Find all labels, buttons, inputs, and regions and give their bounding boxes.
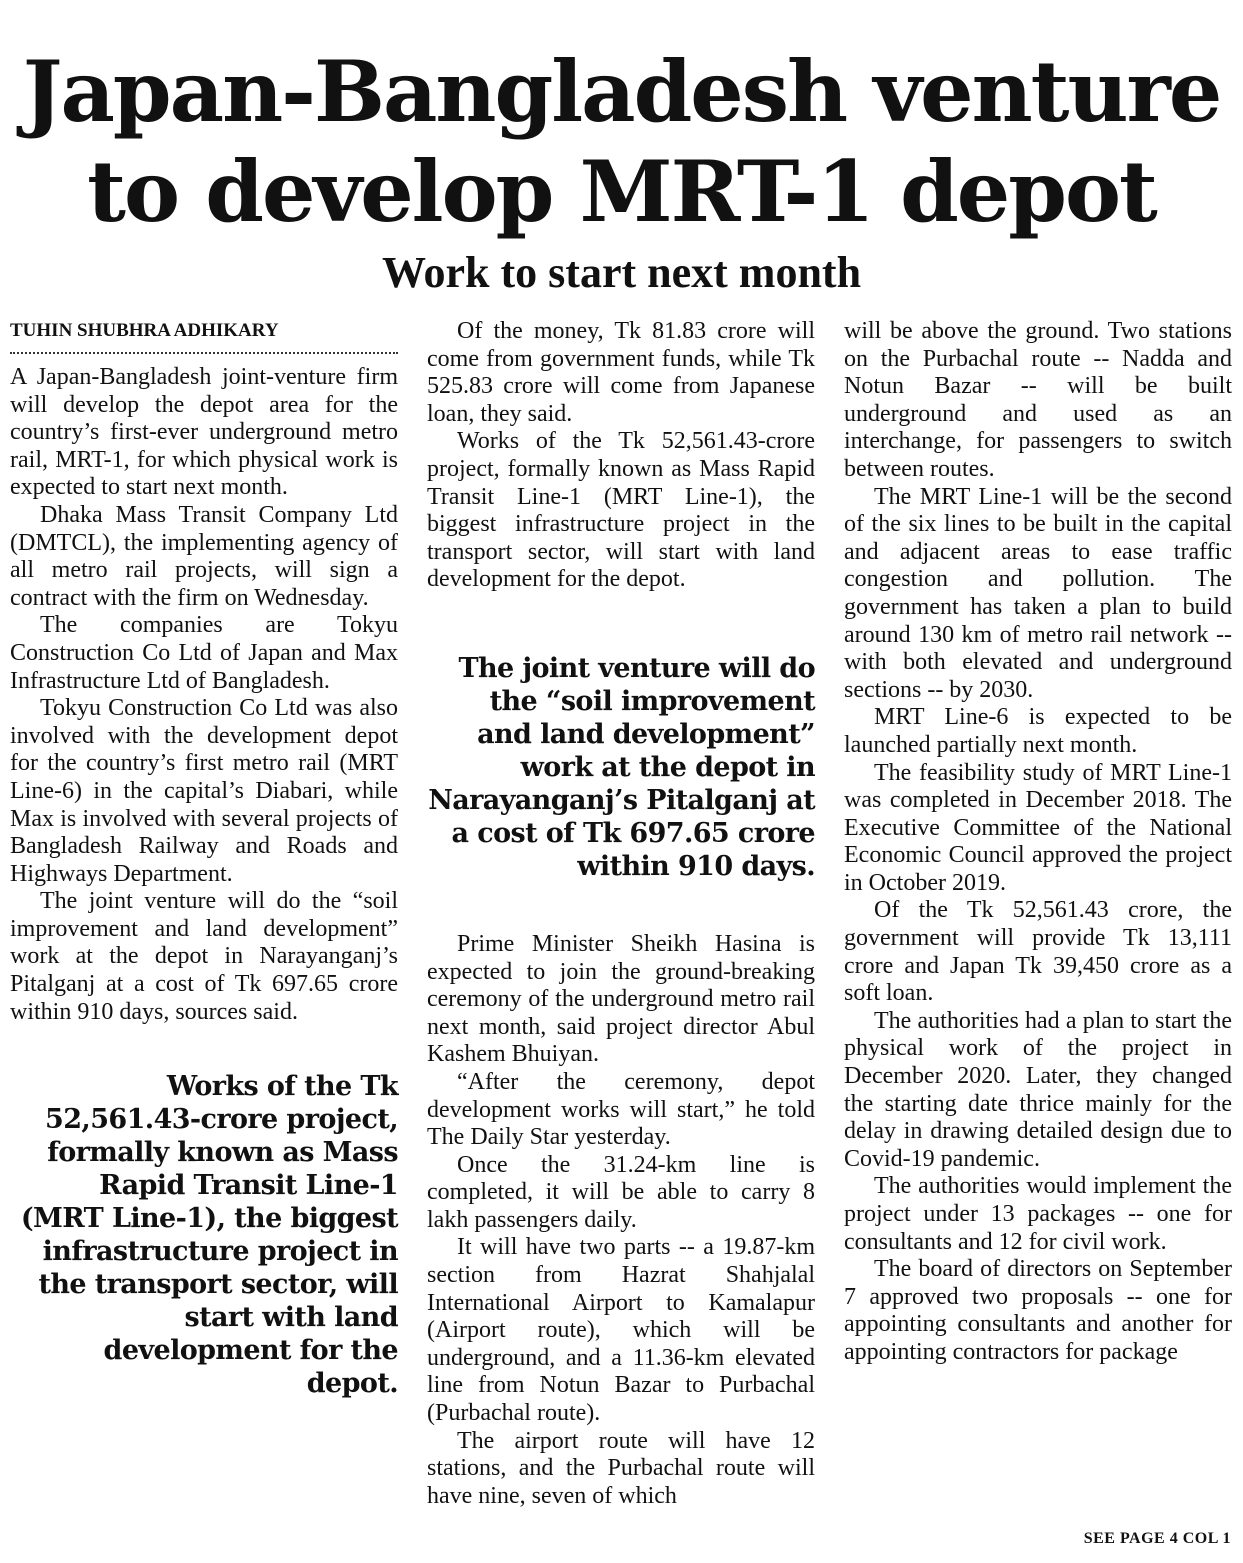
paragraph: The board of directors on September 7 approved two proposals -- one for appointing consultants and another for appointing contractors for package bbox=[844, 1256, 1232, 1365]
paragraph: Dhaka Mass Transit Company Ltd (DMTCL), the implementing agency of all metro rail projects, will sign a contract with the firm on Wednesday. bbox=[10, 501, 398, 611]
paragraph: The feasibility study of MRT Line-1 was completed in December 2018. The Executive Committee of the National Economic Council approved the project in October 2019. bbox=[844, 759, 1232, 896]
paragraph: Works of the Tk 52,561.43-crore project, formally known as Mass Rapid Transit Line-1 (MRT Line-1), the biggest infrastructure project in the transport sector, will start with land development for the depot. bbox=[427, 428, 815, 593]
paragraph: Prime Minister Sheikh Hasina is expected to join the ground-breaking ceremony of the underground metro rail next month, said project director Abul Kashem Bhuiyan. bbox=[427, 930, 815, 1068]
paragraph: The airport route will have 12 stations, and the Purbachal route will have nine, seven of which bbox=[427, 1427, 815, 1509]
pull-quote: The joint venture will do the “soil improvement and land development” work at the depot in Narayanganj’s Pitalganj at a cost of Tk 697.65 crore within 910 days. bbox=[428, 652, 815, 882]
paragraph: Of the money, Tk 81.83 crore will come from government funds, while Tk 525.83 crore will come from Japanese loan, they said. bbox=[427, 318, 815, 427]
continuation-note[interactable]: SEE PAGE 4 COL 1 bbox=[1083, 1530, 1231, 1547]
pull-quote: Works of the Tk 52,561.43-crore project, formally known as Mass Rapid Transit Line-1 (MRT Line-1), the biggest infrastructure project in the transport sector, will start with land development for the depot. bbox=[20, 1071, 398, 1400]
headline-line-1: Japan-Bangladesh venture bbox=[22, 42, 1221, 141]
paragraph: The MRT Line-1 will be the second of the six lines to be built in the capital and adjacent areas to ease traffic congestion and pollution. The government has taken a plan to build around 130 km of metro rail network -- with both elevated and underground sections -- by 2030. bbox=[844, 483, 1232, 703]
paragraph: The companies are Tokyu Construction Co Ltd of Japan and Max Infrastructure Ltd of Bangladesh. bbox=[10, 612, 398, 694]
subheadline: Work to start next month bbox=[381, 248, 862, 297]
headline bbox=[0, 42, 1243, 242]
article-column-3 bbox=[844, 318, 1232, 1367]
article-column-1 bbox=[10, 318, 398, 1400]
paragraph: Of the Tk 52,561.43 crore, the government will provide Tk 13,111 crore and Japan Tk 39,450 crore as a soft loan. bbox=[844, 897, 1232, 1007]
paragraph: The authorities would implement the project under 13 packages -- one for consultants and 12 for civil work. bbox=[844, 1173, 1232, 1255]
paragraph: “After the ceremony, depot development works will start,” he told The Daily Star yesterday. bbox=[427, 1068, 815, 1151]
byline: TUHIN SHUBHRA ADHIKARY bbox=[10, 318, 398, 354]
paragraph: The joint venture will do the “soil improvement and land development” work at the depot in Narayanganj’s Pitalganj at a cost of Tk 697.65 crore within 910 days, sources said. bbox=[10, 888, 398, 1025]
paragraph: MRT Line-6 is expected to be launched partially next month. bbox=[844, 704, 1232, 758]
paragraph: The authorities had a plan to start the physical work of the project in December 2020. Later, they changed the starting date thrice mainly for the delay in drawing detailed design due to Covid-19 pandemic. bbox=[844, 1007, 1232, 1172]
paragraph: Once the 31.24-km line is completed, it will be able to carry 8 lakh passengers daily. bbox=[427, 1151, 815, 1233]
paragraph: A Japan-Bangladesh joint-venture firm will develop the depot area for the country’s first-ever underground metro rail, MRT-1, for which physical work is expected to start next month. bbox=[10, 364, 398, 501]
article-column-2 bbox=[427, 318, 815, 1510]
headline-line-2: to develop MRT-1 depot bbox=[87, 142, 1156, 241]
paragraph: Tokyu Construction Co Ltd was also involved with the development depot for the country’s first metro rail (MRT Line-6) in the capital’s Diabari, while Max is involved with several projects of Bangladesh Railway and Roads and Highways Department. bbox=[10, 695, 398, 887]
paragraph: will be above the ground. Two stations on the Purbachal route -- Nadda and Notun Bazar -- will be built underground and used as an interchange, for passengers to switch between routes. bbox=[844, 318, 1232, 482]
paragraph: It will have two parts -- a 19.87-km section from Hazrat Shahjalal International Airport to Kamalapur (Airport route), which will be underground, and a 11.36-km elevated line from Notun Bazar to Purbachal (Purbachal route). bbox=[427, 1234, 815, 1427]
